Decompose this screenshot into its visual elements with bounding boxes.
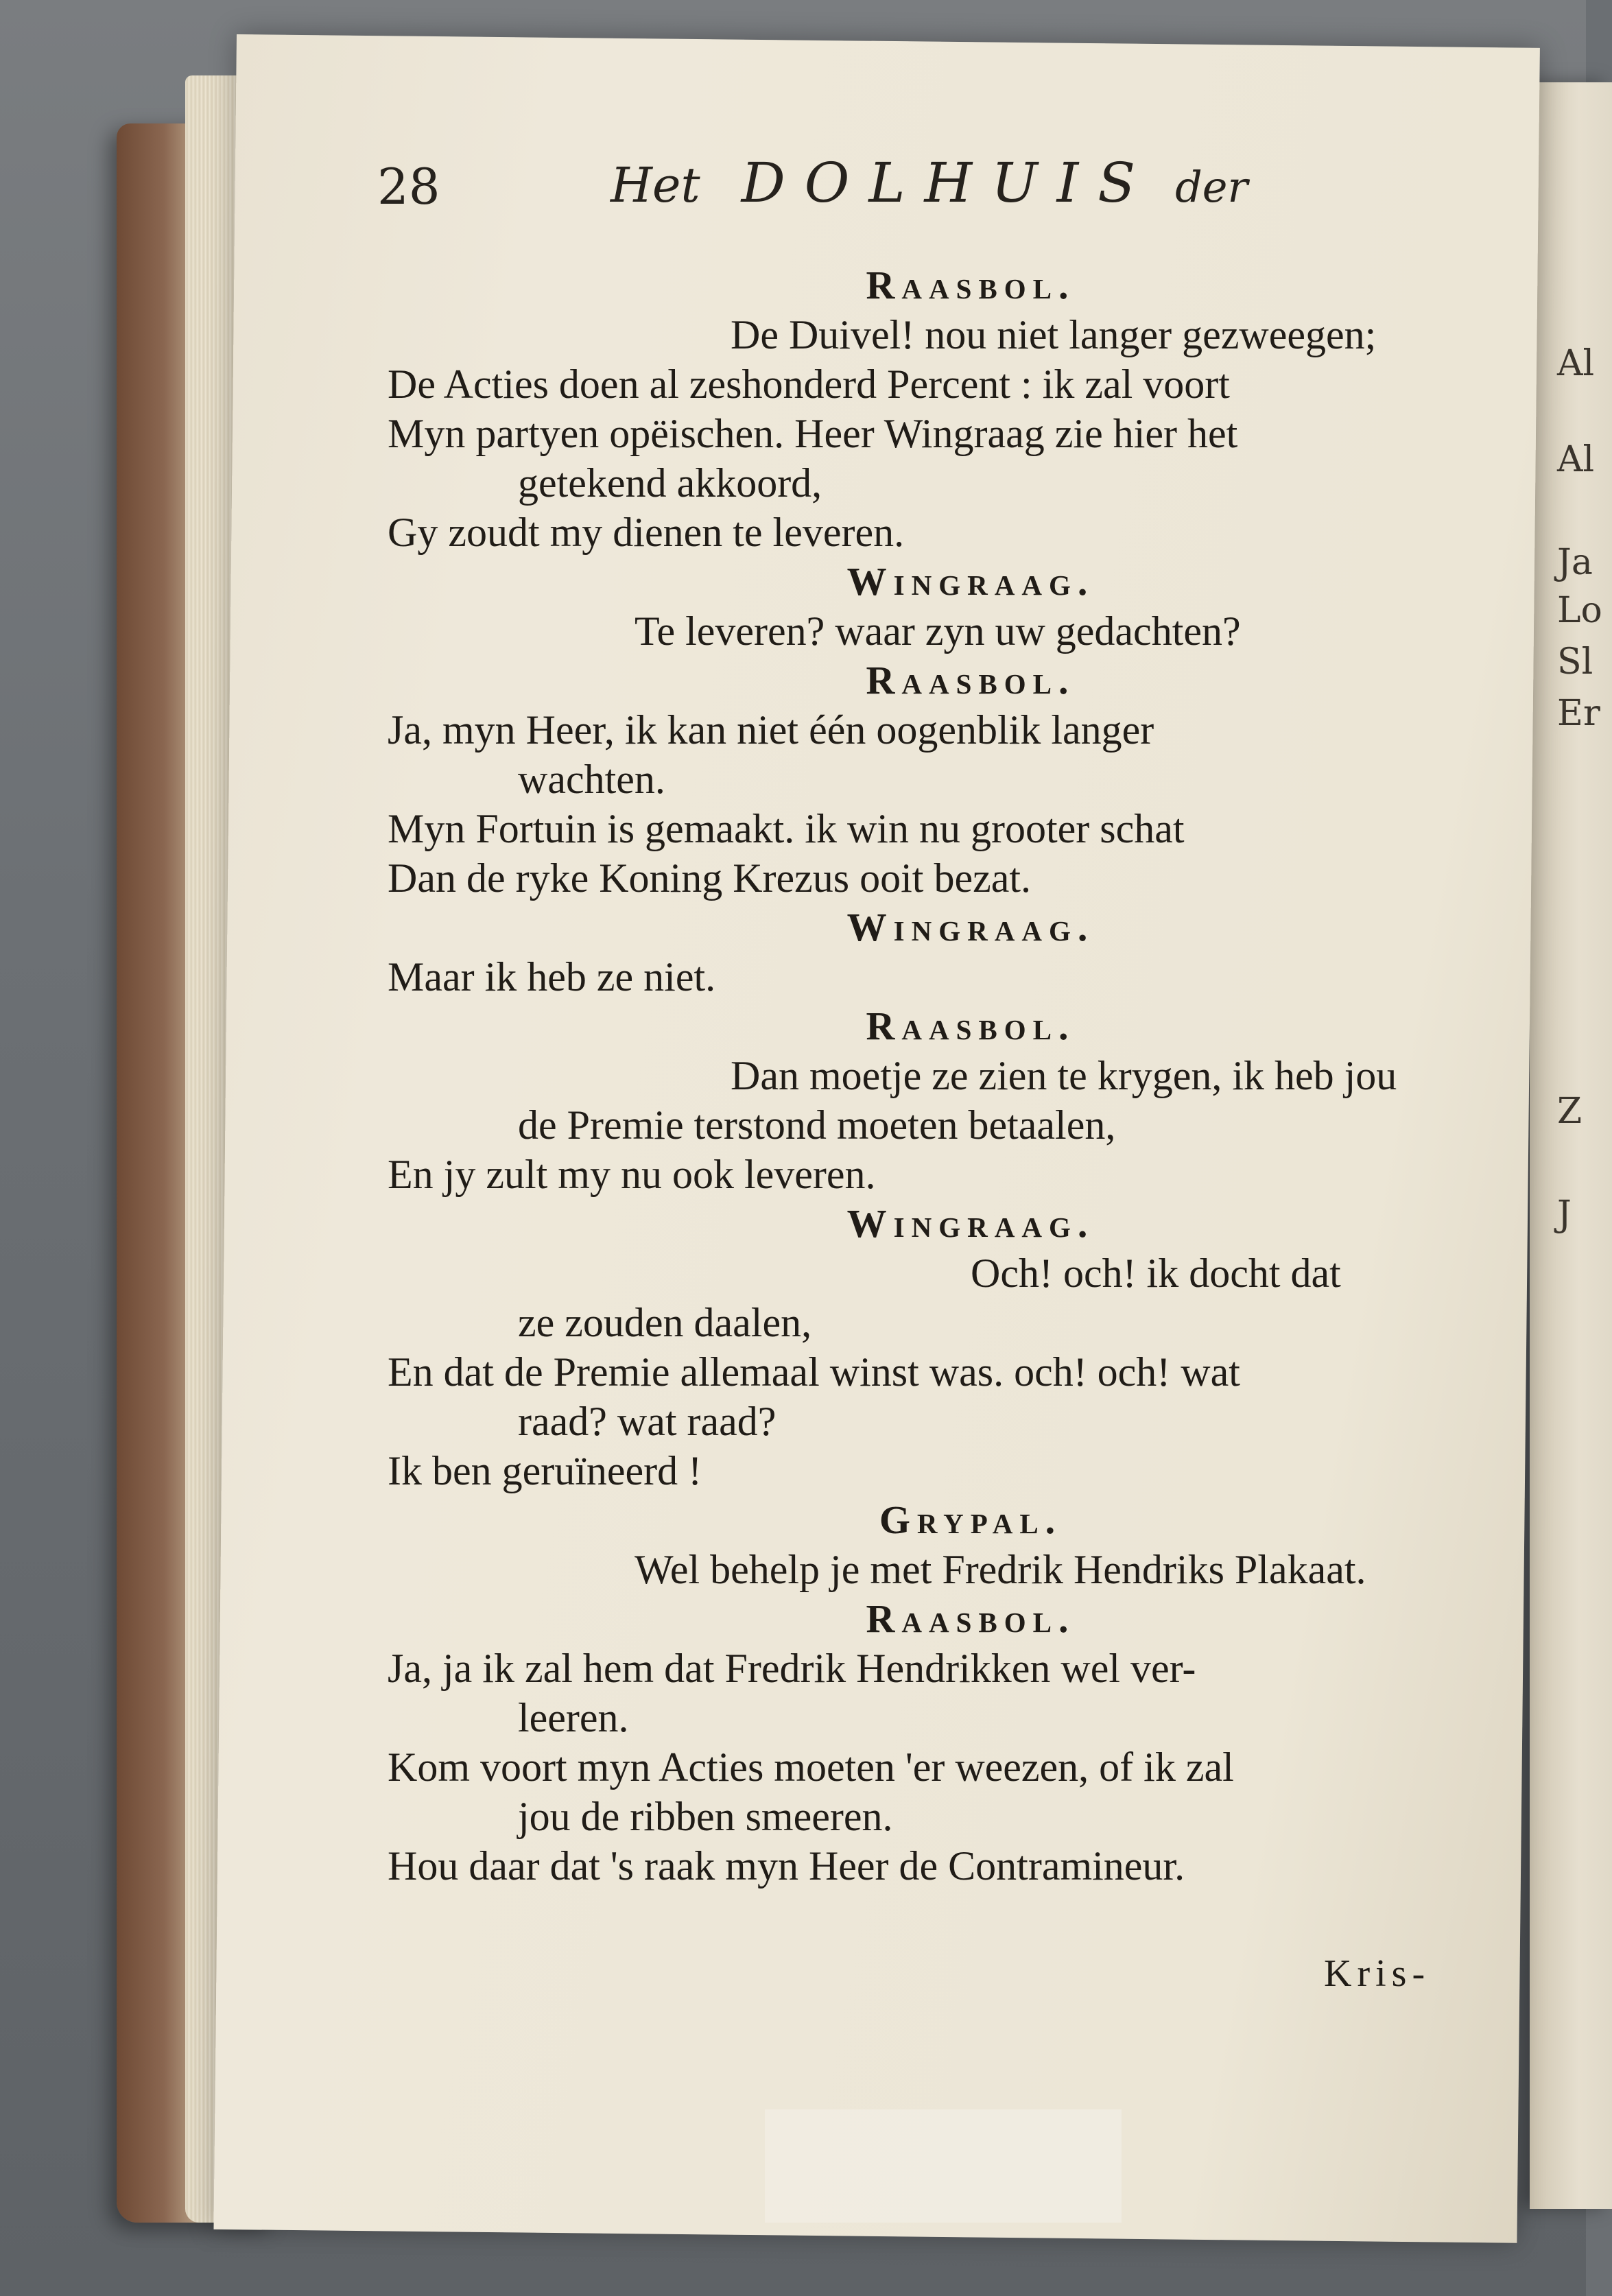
speaker-name: Grypal. [879,1498,1063,1542]
facing-page-fragment: Al [1557,439,1595,480]
verse-line: Wel behelp je met Fredrik Hendriks Plakaat. [635,1547,1366,1592]
verse-line: Och! och! ik docht dat [971,1251,1341,1296]
verse-line: Ik ben geruïneerd ! [388,1448,702,1493]
verse-line: raad? wat raad? [518,1399,777,1444]
facing-page-fragment: Ja [1557,542,1593,583]
verse-line: Dan moetje ze zien te krygen, ik heb jou [731,1053,1397,1098]
verse-line: Myn Fortuin is gemaakt. ik win nu grooter schat [388,806,1185,851]
verse-line: Myn partyen opëischen. Heer Wingraag zie hier het [388,411,1238,456]
speaker-name: Raasbol. [866,1596,1076,1641]
verse-line: getekend akkoord, [518,460,822,506]
facing-page-fragment: Al [1557,343,1595,384]
speaker-name: Wingraag. [846,905,1095,949]
verse-line: de Premie terstond moeten betaalen, [518,1102,1116,1148]
paper-patch [765,2109,1122,2223]
facing-page-fragment: J [1557,1194,1572,1235]
verse-line: Ja, ja ik zal hem dat Fredrik Hendrikken wel ver- [388,1646,1196,1691]
verse-line: Te leveren? waar zyn uw gedachten? [635,608,1241,654]
running-head-het: Het [611,157,700,213]
facing-page-fragment: Sl [1557,641,1593,683]
speaker-name: Raasbol. [866,1004,1076,1048]
speaker-name: Wingraag. [846,1201,1095,1246]
verse-line: Dan de ryke Koning Krezus ooit bezat. [388,855,1032,901]
verse-line: Ja, myn Heer, ik kan niet één oogenblik langer [388,707,1154,753]
speaker-name: Wingraag. [846,559,1095,604]
facing-page-fragment: Z [1557,1091,1583,1132]
running-head-der: der [1175,162,1248,212]
verse-line: leeren. [518,1695,629,1740]
speaker-name: Raasbol. [866,658,1076,702]
verse-line: wachten. [518,757,665,802]
verse-line: jou de ribben smeeren. [518,1794,893,1839]
verse-line: Hou daar dat 's raak myn Heer de Contramineur. [388,1843,1185,1889]
verse-line: Gy zoudt my dienen te leveren. [388,510,905,555]
verse-line: Maar ik heb ze niet. [388,954,716,999]
speaker-name: Raasbol. [866,263,1076,307]
verse-line: En jy zult my nu ook leveren. [388,1152,876,1197]
running-head [611,151,1248,215]
catchword: Kris- [1324,1952,1431,1995]
facing-page-fragment: Er [1557,693,1600,734]
page-number: 28 [377,158,440,215]
verse-line: Kom voort myn Acties moeten 'er weezen, of ik zal [388,1744,1234,1790]
facing-page-fragment: Lo [1557,590,1602,631]
verse-line: En dat de Premie allemaal winst was. och! och! wat [388,1349,1240,1395]
facing-page [1530,82,1612,2209]
page-text [388,261,1458,1891]
running-head-dolhuis: DOLHUIS [741,151,1155,215]
verse-line: De Acties doen al zeshonderd Percent : ik zal voort [388,362,1230,407]
verse-line: ze zouden daalen, [518,1300,812,1345]
verse-line: De Duivel! nou niet langer gezweegen; [731,312,1377,357]
page-header [377,151,1406,233]
